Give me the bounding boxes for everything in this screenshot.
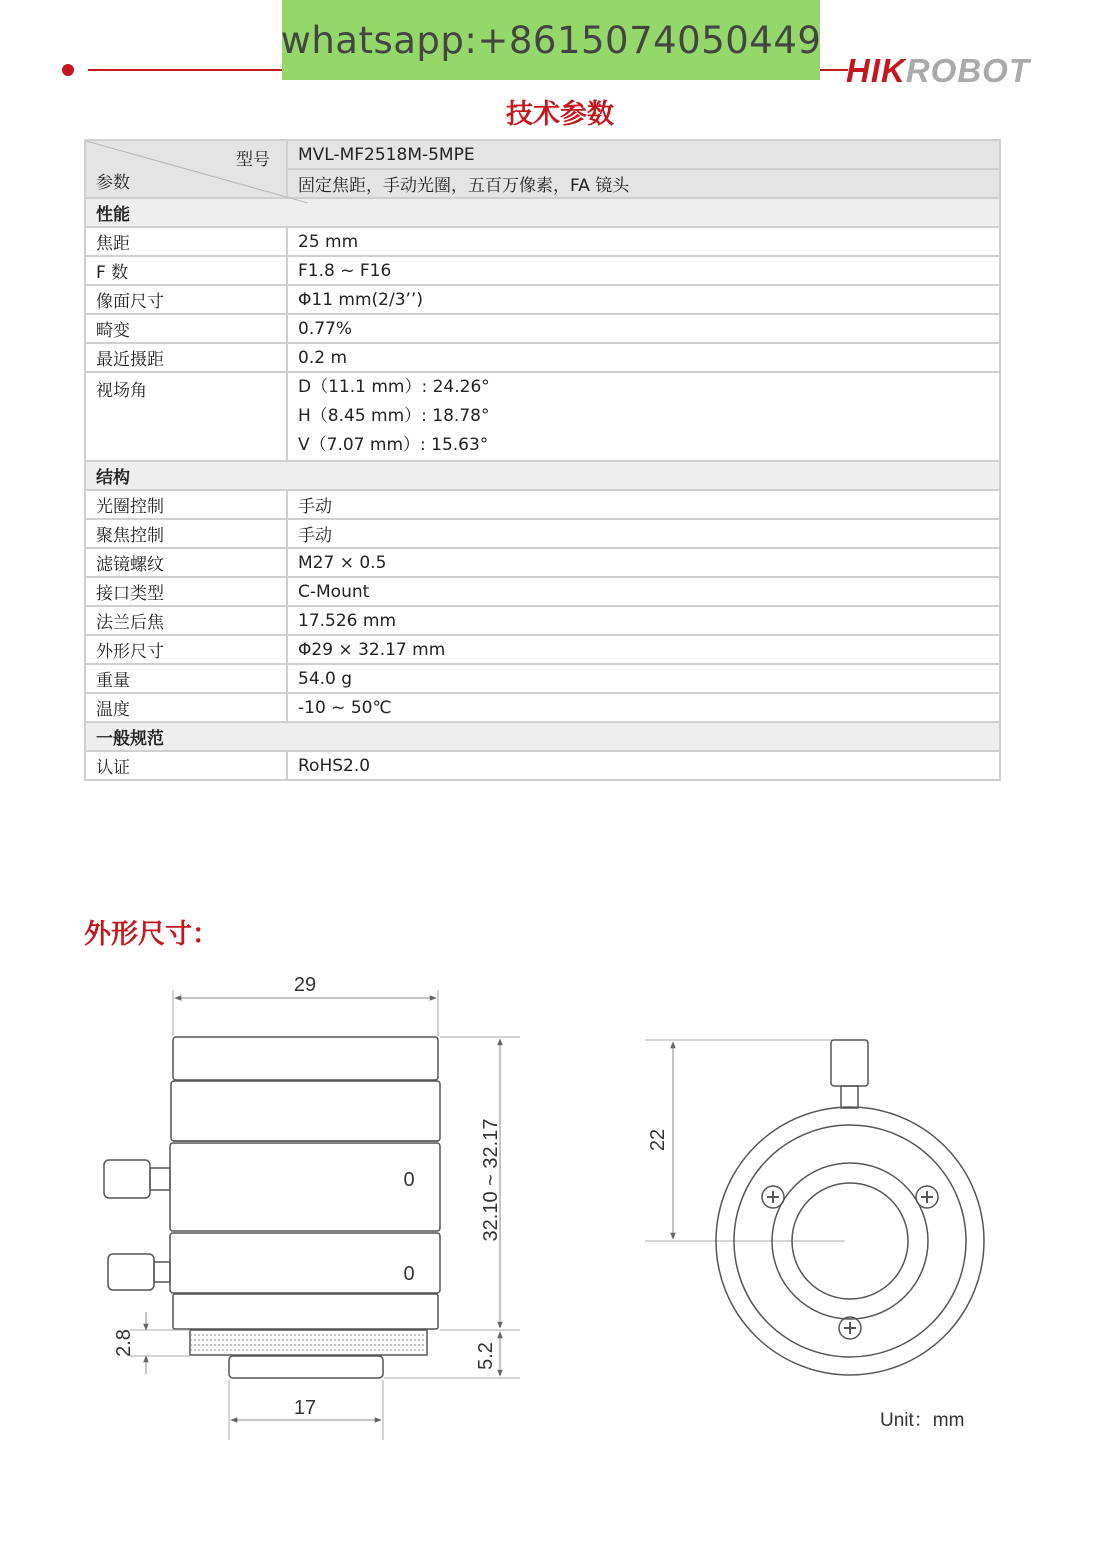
row-value: 54.0 g: [287, 664, 1000, 693]
table-row: [85, 256, 1000, 285]
row-value: C-Mount: [287, 577, 1000, 606]
model-number: MVL-MF2518M-5MPE: [287, 140, 1000, 169]
dim-height-label: 22: [647, 1128, 669, 1152]
row-label: 像面尺寸: [85, 285, 287, 314]
dim-diameter-label: 29: [293, 974, 317, 996]
table-row: [85, 693, 1000, 722]
corner-label-param: 参数: [96, 173, 130, 193]
row-label: 滤镜螺纹: [85, 548, 287, 577]
brand-logo: [846, 52, 1030, 90]
row-label: 法兰后焦: [85, 606, 287, 635]
fov-vertical: V（7.07 mm）: 15.63°: [298, 435, 489, 455]
watermark-banner: whatsapp:+8615074050449: [282, 0, 820, 80]
ring-mark-2: 0: [403, 1263, 415, 1285]
dim-length-label: 32.10 ~ 32.17: [480, 1118, 502, 1242]
dim-thread-label: 2.8: [113, 1329, 135, 1357]
dimensions-title: 外形尺寸：: [84, 919, 219, 950]
row-label: 最近摄距: [85, 343, 287, 372]
row-value: 0.77%: [287, 314, 1000, 343]
row-label: 接口类型: [85, 577, 287, 606]
row-value: 0.2 m: [287, 343, 1000, 372]
page-title: 技术参数: [506, 99, 614, 130]
section-title-performance: 性能: [85, 198, 1000, 227]
dim-mount-label: 17: [293, 1397, 317, 1419]
fov-diagonal: D（11.1 mm）: 24.26°: [298, 377, 490, 397]
table-row: [85, 577, 1000, 606]
row-label: 认证: [85, 751, 287, 780]
lens-side-view: [104, 990, 520, 1440]
table-row: [85, 314, 1000, 343]
row-value: 手动: [287, 490, 1000, 519]
table-header-row: [85, 140, 1000, 169]
table-row: [85, 635, 1000, 664]
row-value: RoHS2.0: [287, 751, 1000, 780]
header-dot: [62, 64, 74, 76]
section-title-structure: 结构: [85, 461, 1000, 490]
model-description: 固定焦距，手动光圈，五百万像素，FA 镜头: [287, 169, 1000, 198]
dimension-drawing: [0, 960, 1102, 1460]
row-label: 聚焦控制: [85, 519, 287, 548]
spec-table: [84, 139, 1001, 781]
table-row-fov: [85, 372, 1000, 461]
header-rule-left: [88, 69, 284, 71]
brand-logo-grey: ROBOT: [905, 52, 1031, 89]
row-value: 手动: [287, 519, 1000, 548]
table-row: [85, 227, 1000, 256]
section-title-general: 一般规范: [85, 722, 1000, 751]
table-row: [85, 285, 1000, 314]
table-row: [85, 606, 1000, 635]
dim-flange-label: 5.2: [475, 1342, 497, 1370]
row-value: -10 ~ 50℃: [287, 693, 1000, 722]
table-corner-cell: [85, 140, 287, 198]
row-label: 焦距: [85, 227, 287, 256]
row-label: 温度: [85, 693, 287, 722]
row-value: Φ11 mm(2/3’’): [287, 285, 1000, 314]
row-value: M27 × 0.5: [287, 548, 1000, 577]
table-row: [85, 751, 1000, 780]
section-row: [85, 722, 1000, 751]
row-label: F 数: [85, 256, 287, 285]
table-row: [85, 490, 1000, 519]
unit-label: Unit：mm: [880, 1410, 965, 1431]
row-label: 重量: [85, 664, 287, 693]
table-row: [85, 548, 1000, 577]
section-row: [85, 461, 1000, 490]
table-row: [85, 519, 1000, 548]
row-value: F1.8 ~ F16: [287, 256, 1000, 285]
ring-mark-1: 0: [403, 1169, 415, 1191]
row-value: 25 mm: [287, 227, 1000, 256]
row-label-fov: 视场角: [85, 372, 287, 461]
fov-horizontal: H（8.45 mm）: 18.78°: [298, 406, 490, 426]
brand-logo-red: HIK: [846, 52, 906, 89]
fov-values: [287, 372, 1000, 461]
header-rule-right: [818, 69, 848, 71]
row-value: Φ29 × 32.17 mm: [287, 635, 1000, 664]
row-label: 畸变: [85, 314, 287, 343]
side-view-labels: [113, 974, 502, 1419]
table-row: [85, 664, 1000, 693]
lens-front-view: [645, 1040, 984, 1375]
row-value: 17.526 mm: [287, 606, 1000, 635]
row-label: 光圈控制: [85, 490, 287, 519]
row-label: 外形尺寸: [85, 635, 287, 664]
table-row: [85, 343, 1000, 372]
corner-label-model: 型号: [236, 150, 270, 170]
